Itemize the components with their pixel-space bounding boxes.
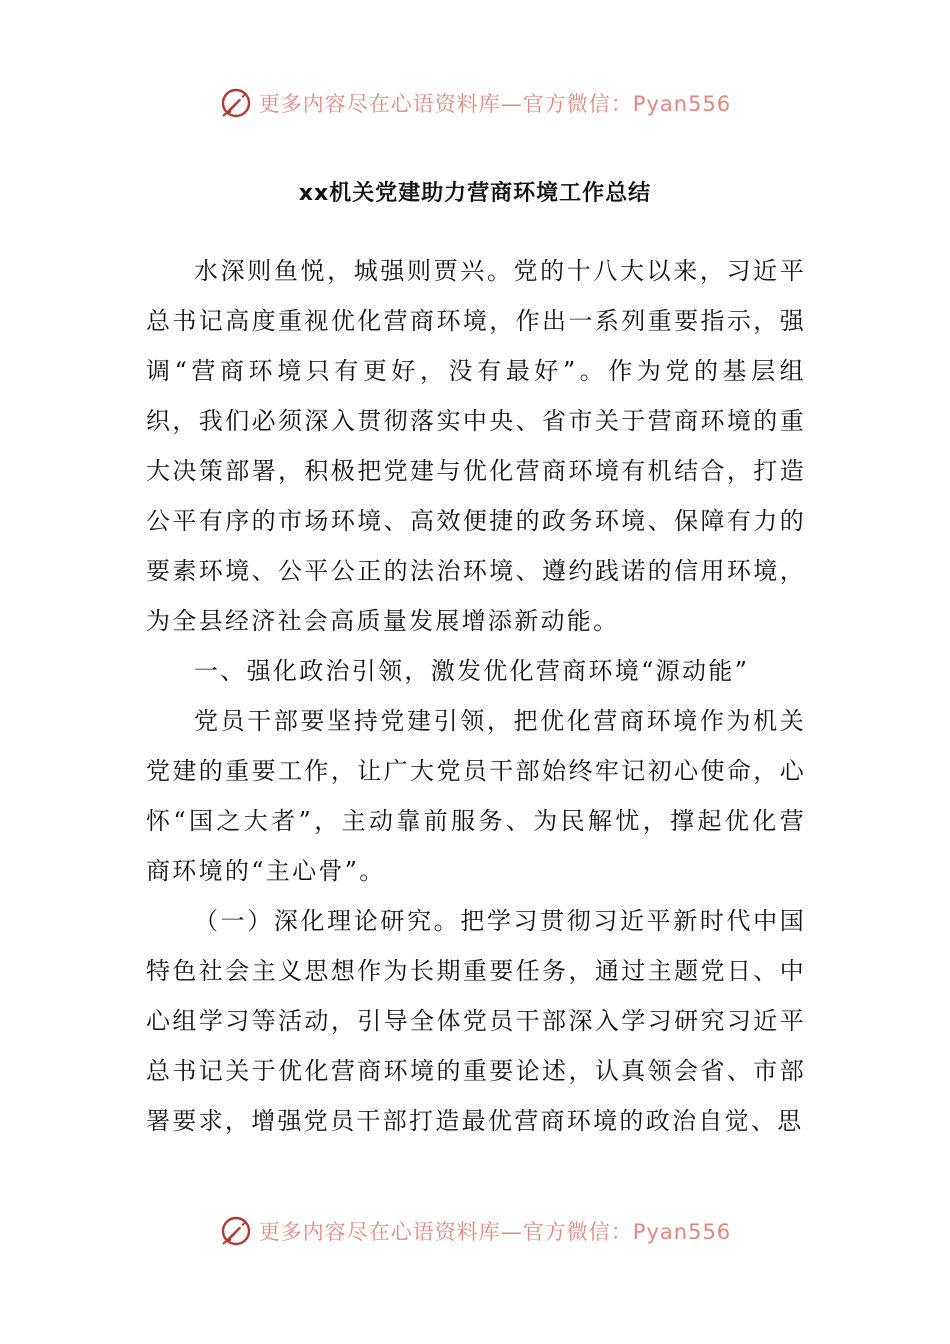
paragraph-subsection-1: （一）深化理论研究。把学习贯彻习近平新时代中国特色社会主义思想作为长期重要任务，通过主题党日、中心组学习等活动，引导全体党员干部深入学习研究习近平总书记关于优化营商环境的重要论述，认真领会省、市部署要求，增强党员干部打造最优营商环境的政治自觉、思 [146,907,806,1135]
watermark-text: 更多内容尽在心语资料库—官方微信：Pyan556 [258,1220,732,1244]
pen-nib-circle-icon [219,1214,253,1248]
header-watermark [0,81,950,125]
document-body [146,246,806,1146]
footer-watermark [0,1209,950,1253]
pen-nib-circle-icon [219,86,253,120]
paragraph-section-1: 党员干部要坚持党建引领，把优化营商环境作为机关党建的重要工作，让广大党员干部始终牢记初心使命，心怀“国之大者”，主动靠前服务、为民解忧，撑起优化营商环境的“主心骨”。 [146,707,806,885]
section-heading-1: 一、强化政治引领，激发优化营商环境“源动能” [194,657,750,685]
paragraph-intro: 水深则鱼悦，城强则贾兴。党的十八大以来，习近平总书记高度重视优化营商环境，作出一系列重要指示，强调“营商环境只有更好，没有最好”。作为党的基层组织，我们必须深入贯彻落实中央、省市关于营商环境的重大决策部署，积极把党建与优化营商环境有机结合，打造公平有序的市场环境、高效便捷的政务环境、保障有力的要素环境、公平公正的法治环境、遵约践诺的信用环境，为全县经济社会高质量发展增添新动能。 [146,257,806,635]
document-title: xx机关党建助力营商环境工作总结 [298,181,652,206]
watermark-text: 更多内容尽在心语资料库—官方微信：Pyan556 [258,92,732,116]
